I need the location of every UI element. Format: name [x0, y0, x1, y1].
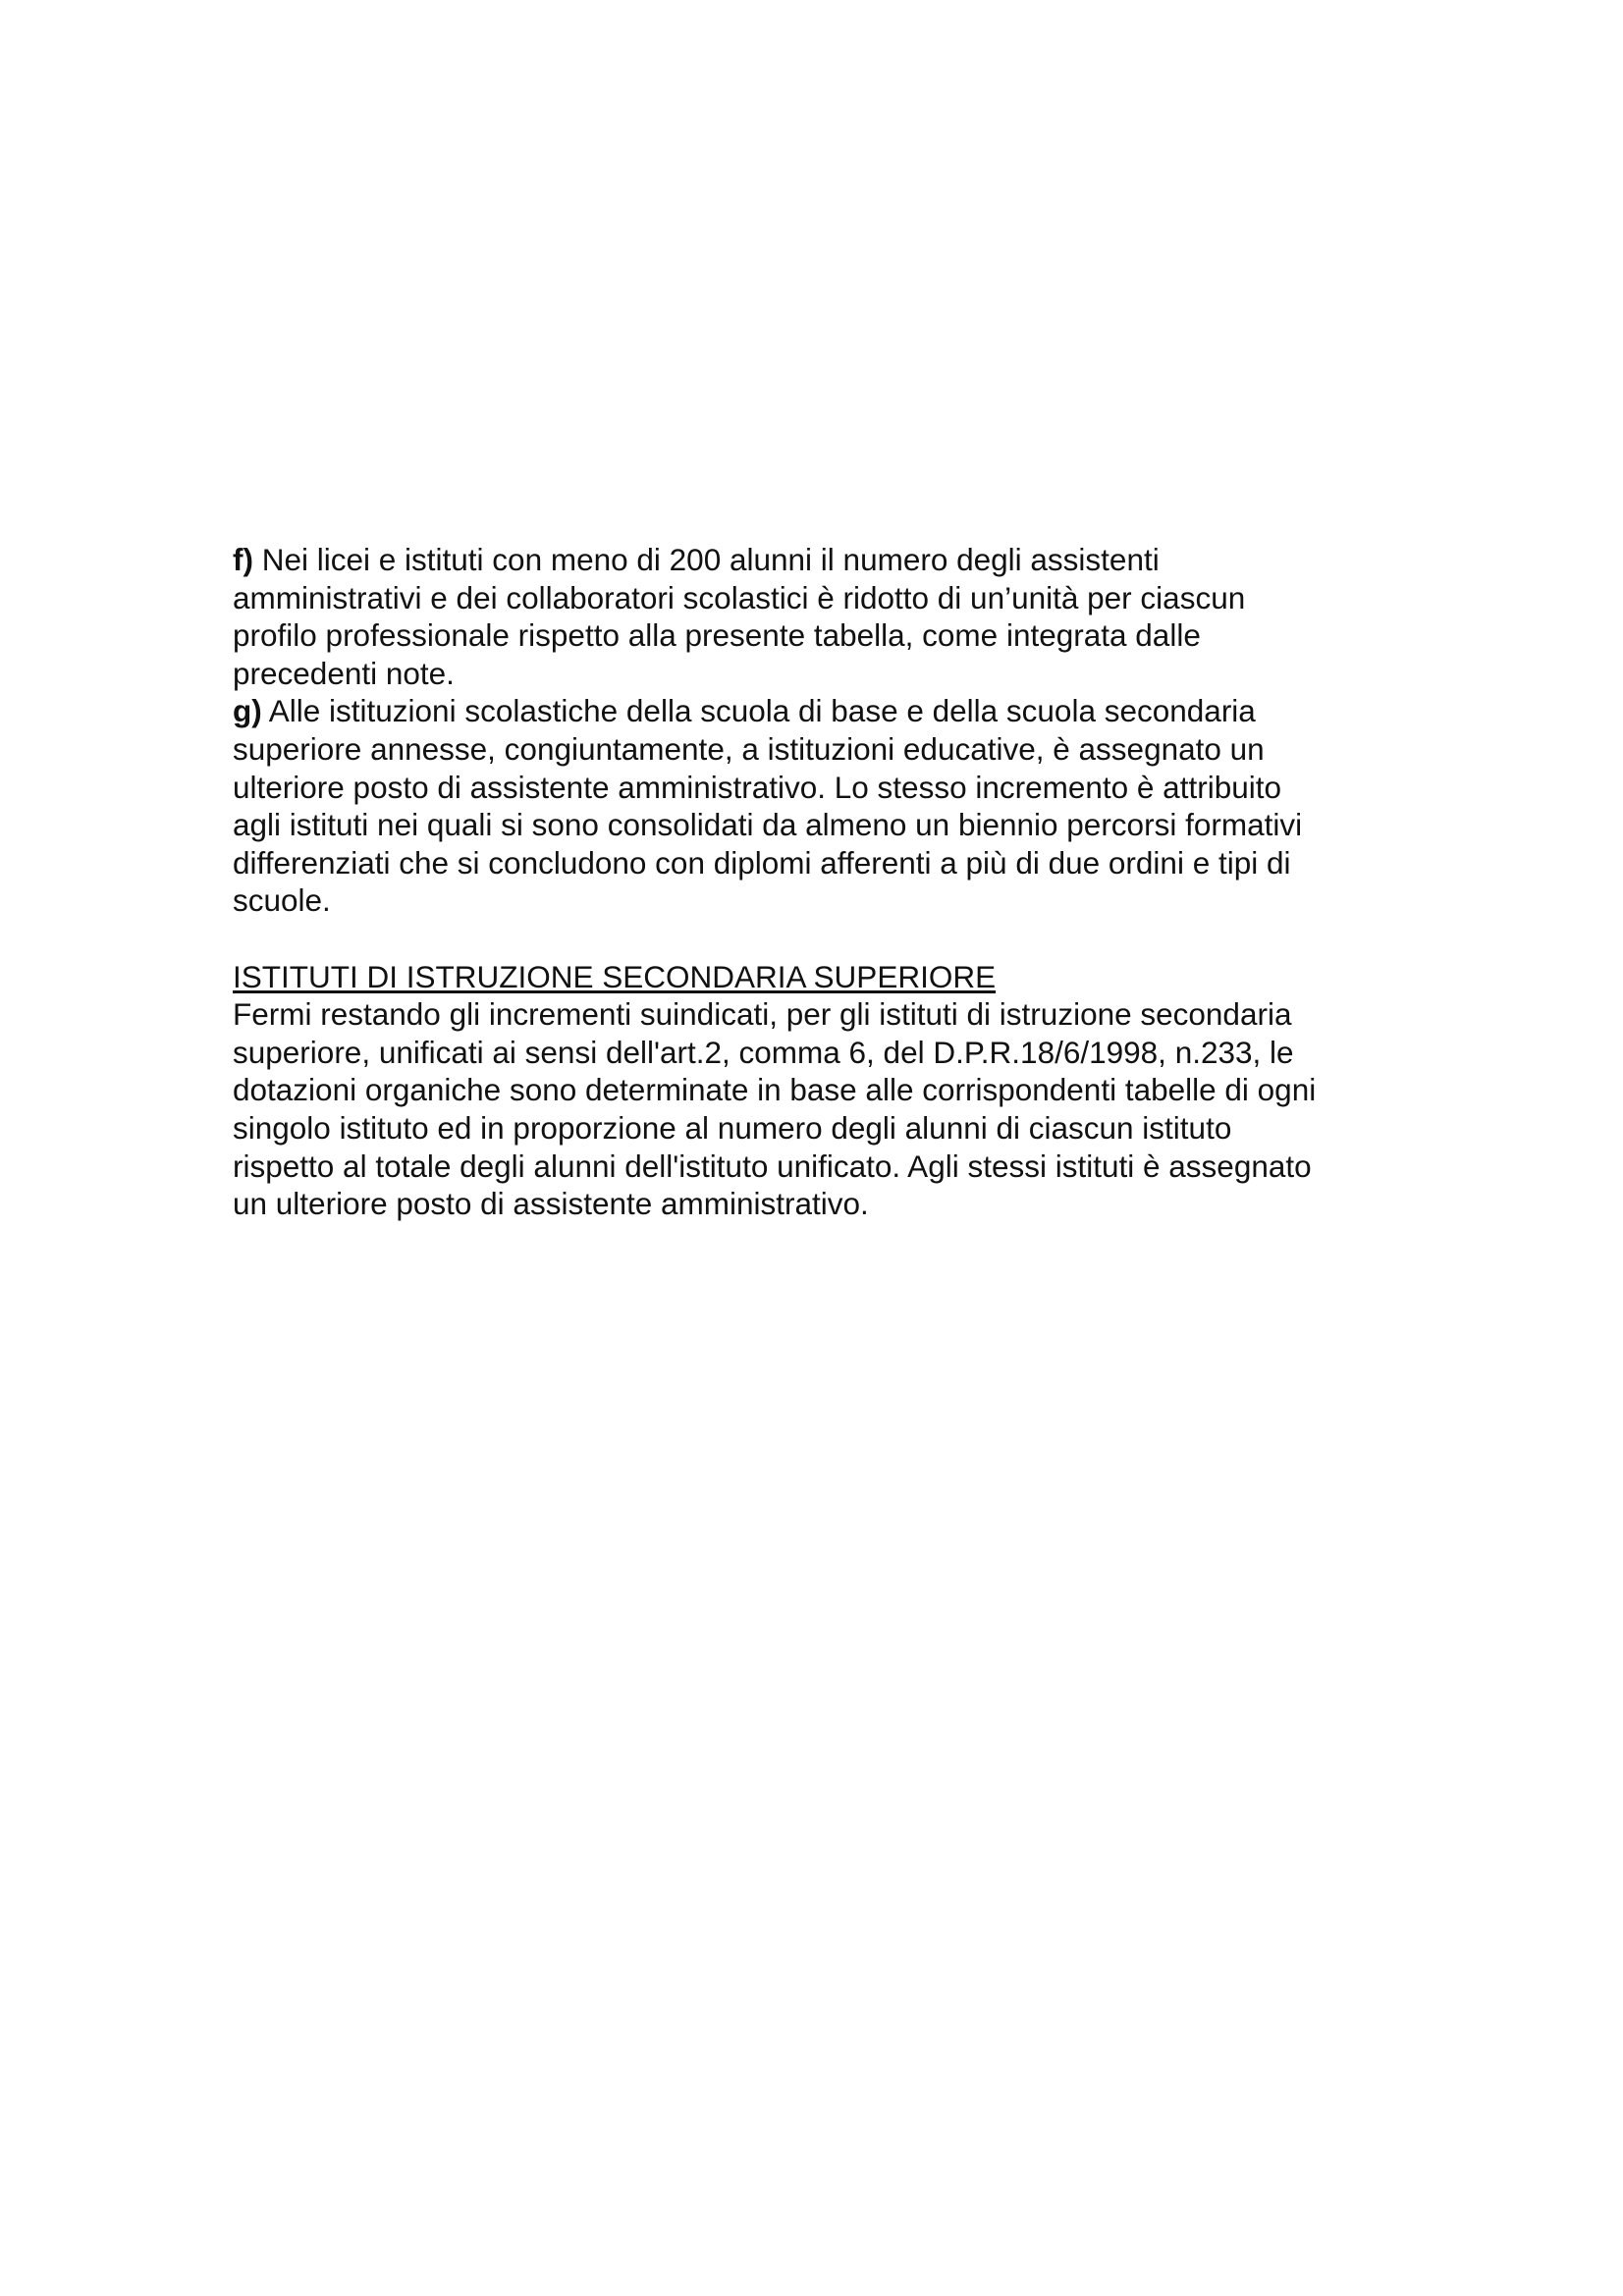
- note-g-paragraph: [233, 692, 1411, 920]
- document-body: [233, 541, 1411, 1223]
- section-paragraph: Fermi restando gli incrementi suindicati, per gli istituti di istruzione secondaria superiore, unificati ai sensi dell'art.2, comma 6, del D.P.R.18/6/1998, n.233, le dotazioni organiche sono determinate in base alle corrispondenti tabelle di ogni singolo istituto ed in proporzione al numero degli alunni di ciascun istituto rispetto al totale degli alunni dell'istituto unificato. Agli stessi istituti è assegnato un ulteriore posto di assistente amministrativo.: [233, 996, 1317, 1222]
- note-f-text: Nei licei e istituti con meno di 200 alunni il numero degli assistenti amministrativi e dei collaboratori scolastici è ridotto di un’unità per ciascun profilo professionale rispetto alla presente tabella, come integrata dalle precedenti note.: [233, 542, 1246, 691]
- note-f-marker: f): [233, 542, 253, 577]
- note-g-text: Alle istituzioni scolastiche della scuola di base e della scuola secondaria superiore annesse, congiuntamente, a istituzioni educative, è assegnato un ulteriore posto di assistente amministrativo. Lo stesso incremento è attribuito agli istituti nei quali si sono consolidati da almeno un biennio percorsi formativi differenziati che si concludono con diplomi afferenti a più di due ordini e tipi di scuole.: [233, 693, 1303, 919]
- note-f-paragraph: [233, 541, 1411, 692]
- note-g-marker: g): [233, 693, 262, 729]
- section-heading: ISTITUTI DI ISTRUZIONE SECONDARIA SUPERIORE: [233, 958, 997, 994]
- paragraph-spacer: [233, 920, 1411, 958]
